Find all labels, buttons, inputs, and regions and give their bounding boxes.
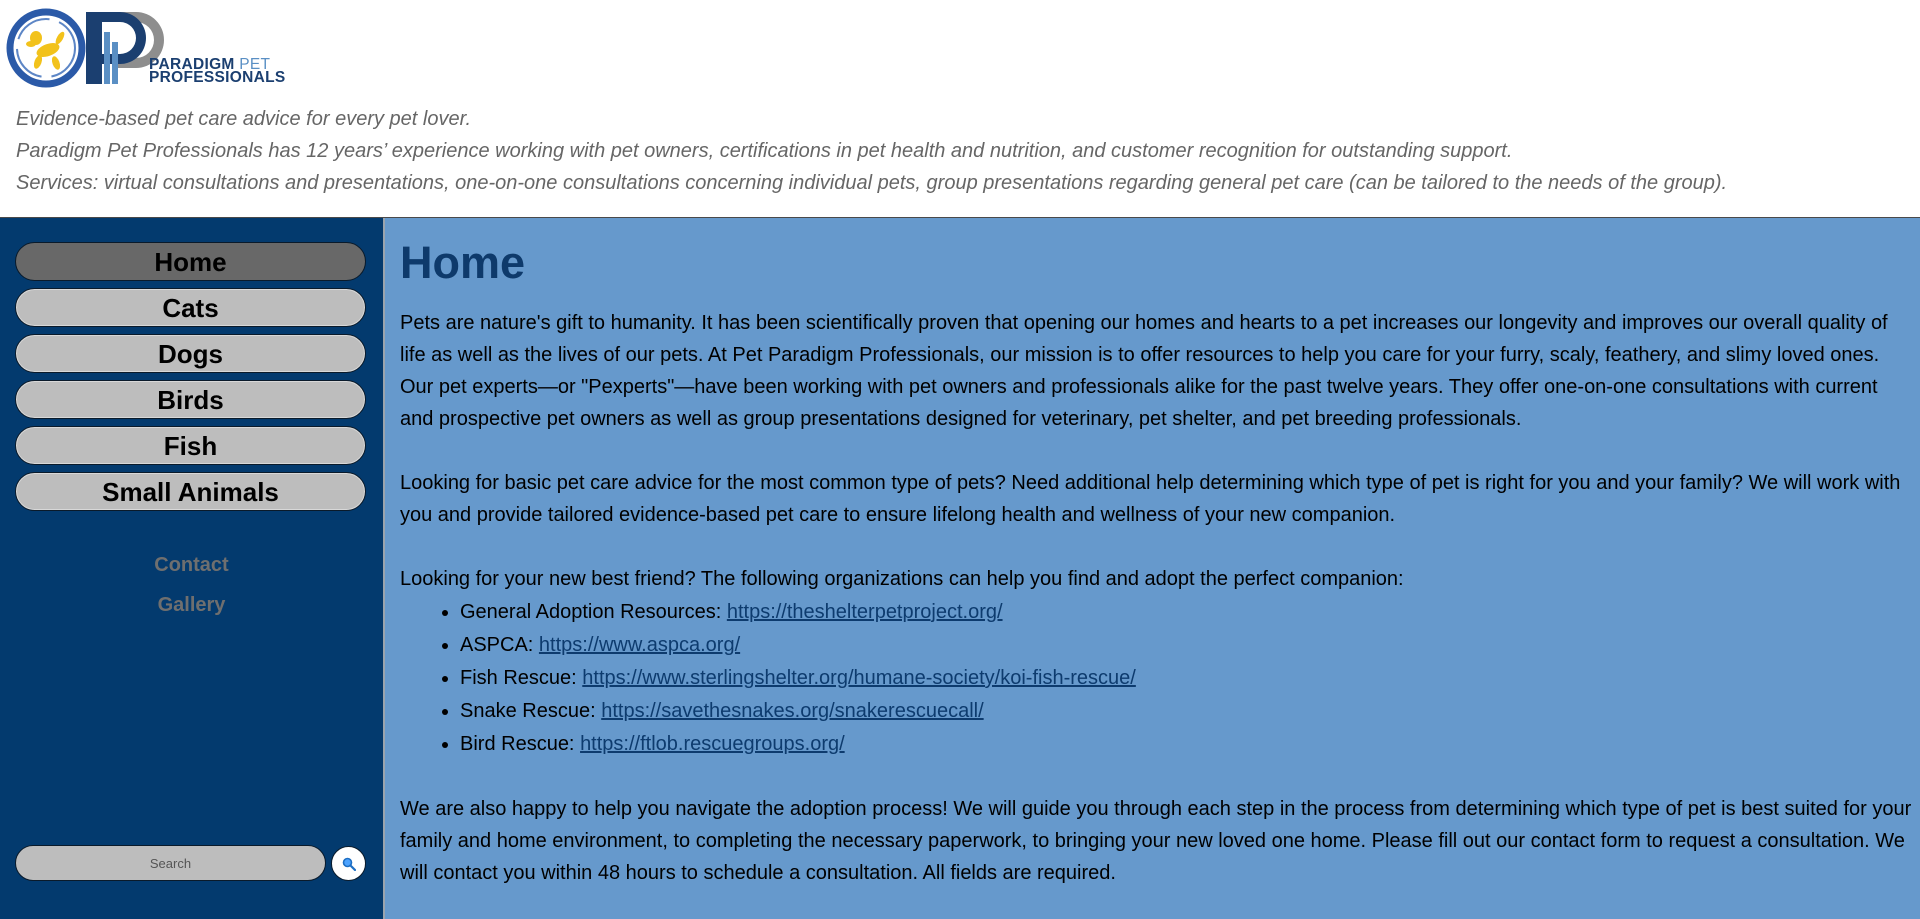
site-logo[interactable]: [6, 8, 286, 88]
resource-list: [400, 596, 1136, 761]
nav-cats[interactable]: Cats: [15, 288, 366, 327]
resource-link-snake-rescue[interactable]: https://savethesnakes.org/snakerescuecall/: [601, 700, 984, 722]
list-item: [460, 695, 1136, 728]
resource-link-fish-rescue[interactable]: https://www.sterlingshelter.org/humane-society/koi-fish-rescue/: [582, 667, 1136, 689]
logo-line1-accent: PET: [239, 56, 271, 73]
main-content: [385, 218, 1920, 919]
resource-label: General Adoption Resources:: [460, 601, 727, 623]
nav-small-animals[interactable]: Small Animals: [15, 472, 366, 511]
tagline: Evidence-based pet care advice for every pet lover.: [16, 108, 472, 130]
sidebar: [0, 218, 385, 919]
intro-paragraph: Pets are nature's gift to humanity. It has been scientifically proven that opening our homes and hearts to a pet increases our longevity and improves our overall quality of life as well as the lives of our pets. At Pet Paradigm Professionals, our mission is to offer resources to help you care for your furry, scaly, feathery, and slimy loved ones. Our pet experts—or "Pexperts"—have been working with pet owners and professionals alike for the past twelve years. They offer one-on-one consultations with current and prospective pet owners as well as group presentations designed for veterinary, pet shelter, and pet breeding professionals.: [400, 312, 1888, 430]
site-header: [0, 0, 1920, 218]
logo-wordmark: [149, 58, 286, 84]
resource-label: ASPCA:: [460, 634, 539, 656]
nav-dogs[interactable]: Dogs: [15, 334, 366, 373]
resource-label: Bird Rescue:: [460, 733, 581, 755]
resource-link-aspca[interactable]: https://www.aspca.org/: [538, 634, 741, 656]
search-input[interactable]: [15, 845, 326, 881]
nav-birds[interactable]: Birds: [15, 380, 366, 419]
list-item: [460, 596, 1136, 629]
list-item: [460, 728, 1136, 761]
page-title: Home: [400, 237, 526, 288]
resource-link-bird-rescue[interactable]: https://ftlob.rescuegroups.org/: [580, 733, 845, 755]
services-statement: Services: virtual consultations and presentations, one-on-one consultations concerning individual pets, group presentations regarding general pet care (can be tailored to the needs of the group).: [16, 172, 1728, 194]
resource-label: Snake Rescue:: [460, 700, 602, 722]
logo-line1: PARADIGM: [149, 56, 235, 73]
experience-statement: Paradigm Pet Professionals has 12 years’ experience working with pet owners, certifications in pet health and nutrition, and customer recognition for outstanding support.: [16, 140, 1513, 162]
gallery-link[interactable]: Gallery: [157, 594, 226, 616]
advice-paragraph: Looking for basic pet care advice for the most common type of pets? Need additional help determining which type of pet is right for you and your family? We will work with you and provide tailored evidence-based pet care to ensure lifelong health and wellness of your new companion.: [400, 472, 1901, 526]
list-item: [460, 629, 1136, 662]
nav-fish[interactable]: Fish: [15, 426, 366, 465]
contact-link[interactable]: Contact: [154, 554, 229, 576]
resource-link-shelterpet[interactable]: https://theshelterpetproject.org/: [726, 601, 1003, 623]
search-icon: [342, 857, 356, 871]
list-item: [460, 662, 1136, 695]
process-paragraph: We are also happy to help you navigate the adoption process! We will guide you through each step in the process from determining which type of pet is best suited for your family and home environment, to completing the necessary paperwork, to bringing your new loved one home. Please fill out our contact form to request a consultation. We will contact you within 48 hours to schedule a consultation. All fields are required.: [400, 798, 1912, 884]
search-button[interactable]: [331, 846, 366, 881]
logo-line2: PROFESSIONALS: [149, 69, 286, 86]
adoption-intro: Looking for your new best friend? The following organizations can help you find and adopt the perfect companion:: [400, 568, 1404, 590]
nav-home[interactable]: Home: [15, 242, 366, 281]
resource-label: Fish Rescue:: [460, 667, 583, 689]
